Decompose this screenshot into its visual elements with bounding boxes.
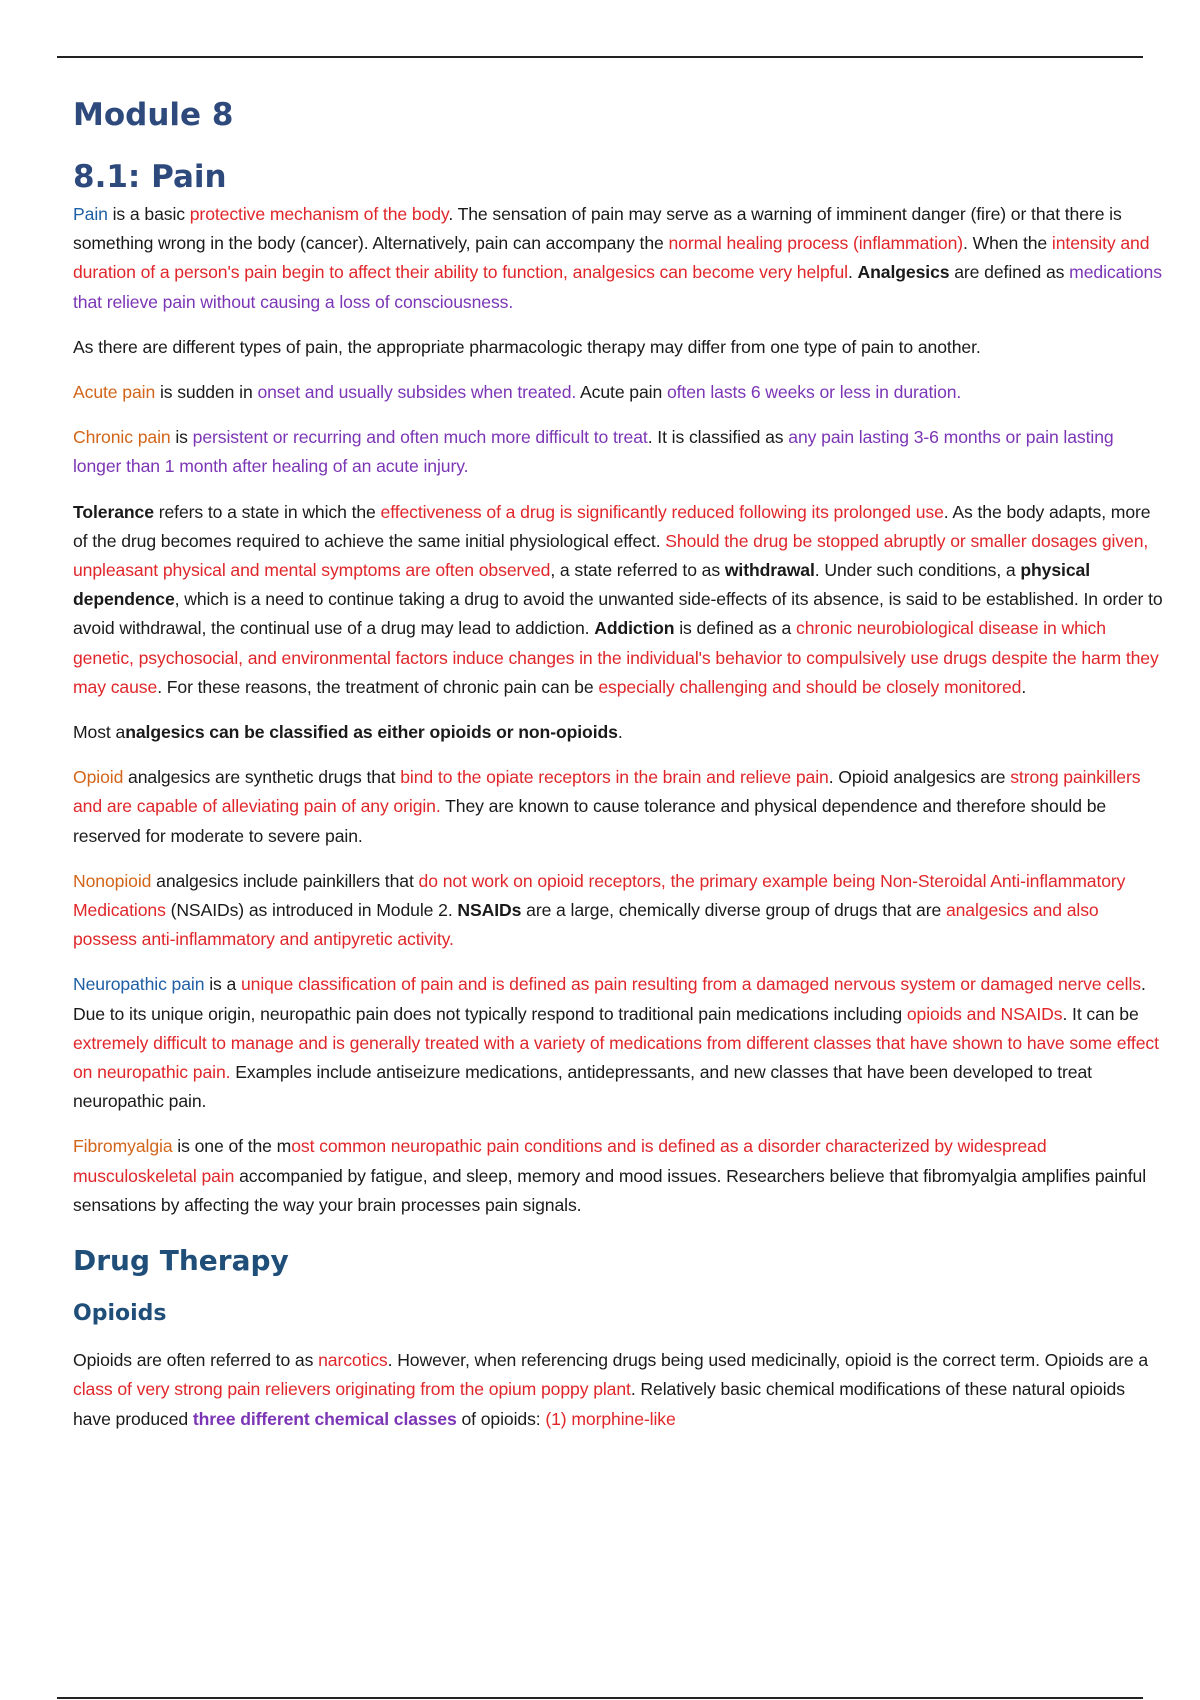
text-run: . As the body adapts, more of the drug becomes required to achieve the same initial physiological effect. <box>73 501 1151 551</box>
text-run: , a state referred to as <box>550 560 725 581</box>
nonopioid-paragraph <box>73 867 1163 955</box>
text-run: of opioids: <box>456 1408 546 1429</box>
text-run: accompanied by fatigue, and sleep, memory and mood issues. Researchers believe that fibromyalgia amplifies painful sensations by affecting the way your brain processes pain signals. <box>73 1165 1147 1215</box>
text-run: (NSAIDs) as introduced in Module 2. <box>165 900 458 921</box>
text-run: is a basic <box>107 204 190 224</box>
term-nonopioid: Nonopioid <box>73 870 152 891</box>
acute-pain-paragraph <box>73 378 1163 407</box>
text-run: . For these reasons, the treatment of chronic pain can be <box>157 676 599 697</box>
drug-therapy-heading: Drug Therapy <box>73 1244 289 1278</box>
definition-run: onset and usually subsides when treated. <box>257 382 577 403</box>
text-run: . Relatively basic chemical modifications of these natural opioids have produced <box>73 1379 1125 1429</box>
text-run: , which is a need to continue taking a drug to avoid the unwanted side-effects of its absence, is said to be established. In order to avoid withdrawal, the continual use of a drug may lead to addiction. <box>73 589 1163 639</box>
top-rule <box>57 56 1143 58</box>
text-run: are defined as <box>949 262 1070 283</box>
opioid-paragraph <box>73 763 1163 851</box>
definition-run: any pain lasting 3-6 months or pain lasting longer than 1 month after healing of an acute injury. <box>73 427 1114 477</box>
text-run: analgesics are synthetic drugs that <box>123 767 401 788</box>
module-title: Module 8 <box>73 97 234 133</box>
chronic-pain-paragraph <box>73 423 1163 481</box>
text-run: is <box>170 427 193 448</box>
term-pain: Pain <box>73 204 108 224</box>
text-run: They are known to cause tolerance and physical dependence and therefore should be reserved for moderate to severe pain. <box>73 796 1107 846</box>
fibromyalgia-paragraph <box>73 1132 1163 1220</box>
term-withdrawal: withdrawal <box>724 560 815 581</box>
highlight-run: opioids and NSAIDs <box>906 1003 1063 1024</box>
types-paragraph: As there are different types of pain, the appropriate pharmacologic therapy may differ from one type of pain to another. <box>73 336 981 357</box>
highlight-run: strong painkillers and are capable of alleviating pain of any origin. <box>73 767 1141 817</box>
opioids-heading: Opioids <box>73 1301 167 1327</box>
highlight-run: normal healing process (inflammation) <box>668 233 964 254</box>
term-tolerance: Tolerance <box>73 501 154 522</box>
text-run: . Opioid analgesics are <box>828 767 1011 788</box>
highlight-run: extremely difficult to manage and is generally treated with a variety of medications from different classes that have shown to have some effect on neuropathic pain. <box>73 1032 1159 1083</box>
highlight-run: bind to the opiate receptors in the brain and relieve pain <box>400 767 829 788</box>
text-run: . The sensation of pain may serve as a warning of imminent danger (fire) or that there is something wrong in the body (cancer). Alternatively, pain can accompany the <box>73 204 1122 254</box>
text-run: is defined as a <box>674 618 796 639</box>
text-run: is sudden in <box>155 382 258 403</box>
term-opioid: Opioid <box>73 767 124 788</box>
definition-run: medications that relieve pain without causing a loss of consciousness. <box>73 262 1162 312</box>
highlight-run: do not work on opioid receptors, the primary example being Non-Steroidal Anti-inflammatory Medications <box>73 870 1126 921</box>
term-acute-pain: Acute pain <box>73 382 156 403</box>
term-physical-dependence: physical dependence <box>73 560 1090 610</box>
highlight-run: ost common neuropathic pain conditions and is defined as a disorder characterized by widespread musculoskeletal pain <box>73 1136 1047 1186</box>
text-run: refers to a state in which the <box>153 501 381 522</box>
definition-run: persistent or recurring and often much more difficult to treat <box>192 427 648 448</box>
highlight-run: Should the drug be stopped abruptly or smaller dosages given, unpleasant physical and mental symptoms are often observed <box>73 530 1149 581</box>
highlight-run: class of very strong pain relievers originating from the opium poppy plant <box>73 1379 631 1400</box>
text-run: . It is classified as <box>647 427 789 448</box>
text-run: . However, when referencing drugs being used medicinally, opioid is the correct term. Opioids are a <box>387 1350 1149 1371</box>
text-run: . <box>1021 676 1027 697</box>
term-fibromyalgia: Fibromyalgia <box>73 1136 173 1157</box>
intro-paragraph <box>73 200 1163 317</box>
document-page <box>73 92 1163 1450</box>
text-run: Most a <box>73 722 126 743</box>
highlight-run: unique classification of pain and is defined as pain resulting from a damaged nervous system or damaged nerve cells <box>240 974 1141 995</box>
highlight-run: analgesics and also possess anti-inflammatory and antipyretic activity. <box>73 900 1099 950</box>
highlight-run: (1) morphine-like <box>545 1408 676 1429</box>
opioids-paragraph <box>73 1346 1163 1434</box>
classification-paragraph <box>73 718 1163 747</box>
term-analgesics: Analgesics <box>857 262 950 283</box>
highlight-run: protective mechanism of the body <box>189 204 449 224</box>
text-run: . Due to its unique origin, neuropathic pain does not typically respond to traditional pain medications including <box>73 974 1146 1024</box>
bottom-rule <box>57 1697 1143 1699</box>
highlight-run: especially challenging and should be closely monitored <box>598 676 1022 697</box>
text-run: . It can be <box>1062 1003 1139 1024</box>
bold-run: nalgesics can be classified as either opioids or non-opioids <box>125 722 618 743</box>
term-addiction: Addiction <box>594 618 675 639</box>
highlight-run: narcotics <box>318 1350 388 1371</box>
section-title: 8.1: Pain <box>73 159 227 195</box>
term-nsaids: NSAIDs <box>457 900 522 921</box>
text-run: . Under such conditions, a <box>814 560 1021 581</box>
text-run: . When the <box>963 233 1052 254</box>
highlight-run: intensity and duration of a person's pain begin to affect their ability to function, analgesics can become very helpful <box>73 233 1150 283</box>
tolerance-paragraph <box>73 498 1163 702</box>
text-run: is a <box>204 974 241 995</box>
term-neuropathic-pain: Neuropathic pain <box>73 974 205 995</box>
definition-run: often lasts 6 weeks or less in duration. <box>666 382 962 403</box>
text-run: Examples include antiseizure medications, antidepressants, and new classes that have been developed to treat neuropathic pain. <box>73 1062 1092 1112</box>
highlight-run: effectiveness of a drug is significantly reduced following its prolonged use <box>380 501 944 522</box>
highlight-run: chronic neurobiological disease in which genetic, psychosocial, and environmental factors induce changes in the individual's behavior to compulsively use drugs despite the harm they may cause <box>73 618 1159 697</box>
text-run: . <box>847 262 858 283</box>
text-run: is one of the m <box>172 1136 292 1157</box>
text-run: analgesics include painkillers that <box>151 870 419 891</box>
term-chemical-classes: three different chemical classes <box>192 1408 457 1429</box>
text-run: Acute pain <box>576 382 667 403</box>
text-run: are a large, chemically diverse group of drugs that are <box>521 900 946 921</box>
neuropathic-paragraph <box>73 970 1163 1116</box>
text-run: . <box>617 722 623 743</box>
text-run: Opioids are often referred to as <box>73 1350 319 1371</box>
term-chronic-pain: Chronic pain <box>73 427 171 448</box>
